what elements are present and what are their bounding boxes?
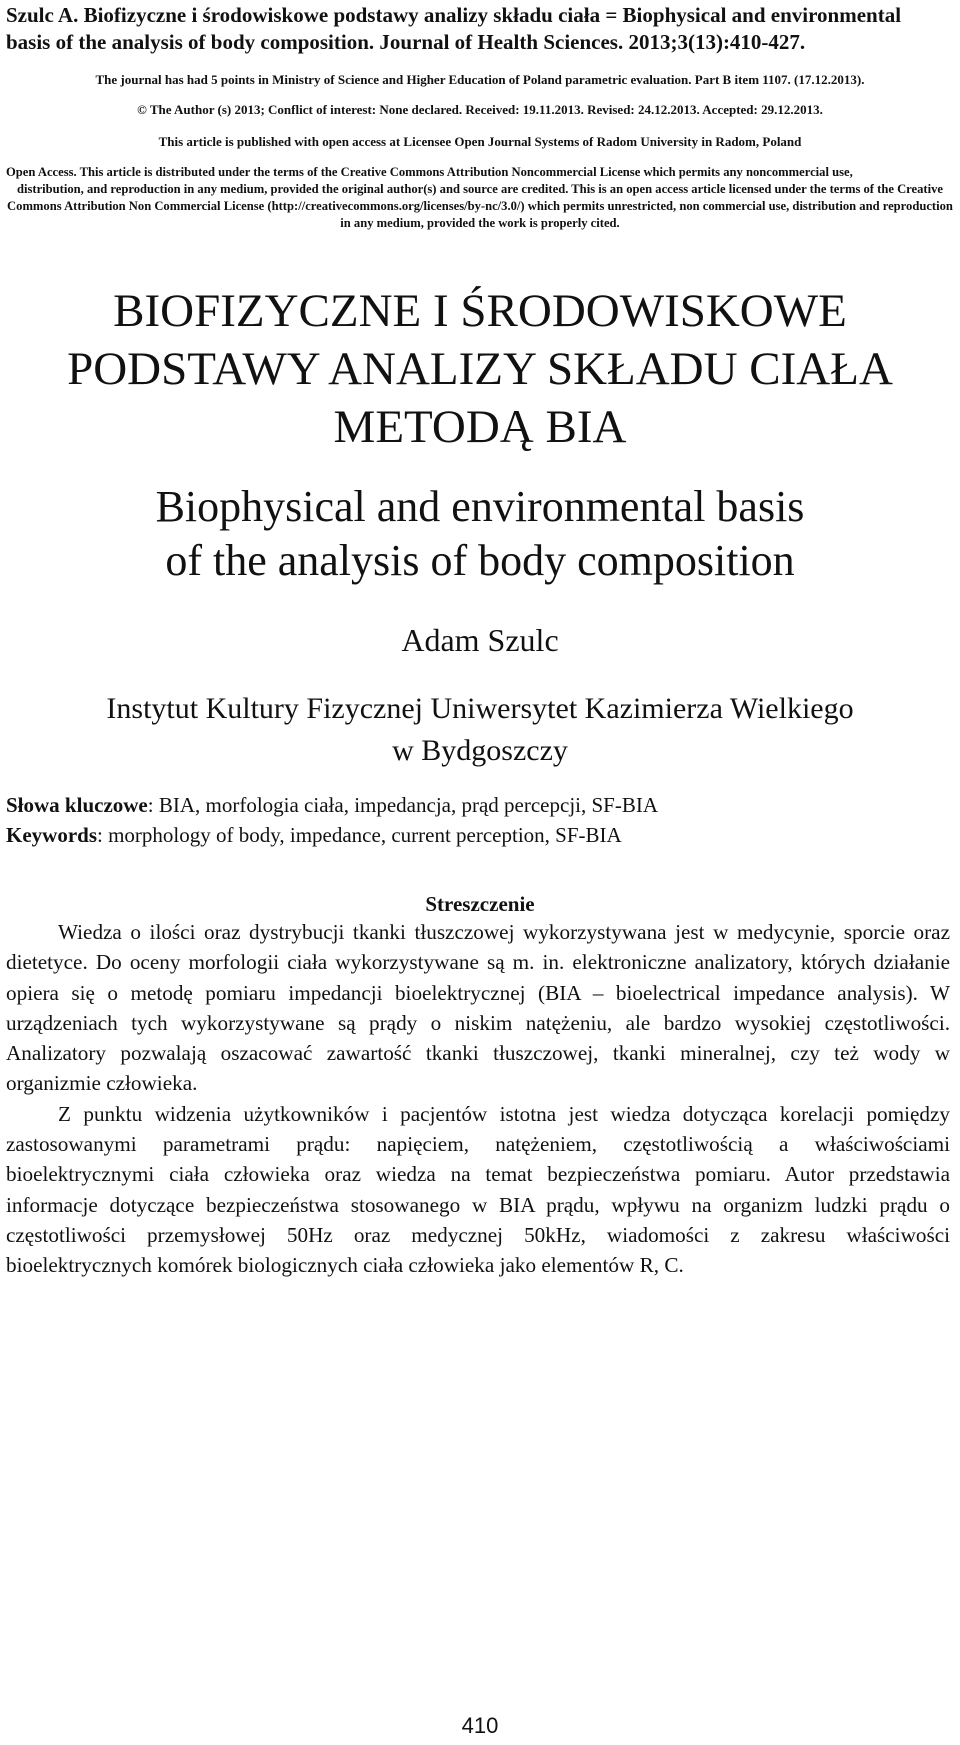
keywords-polish-label: Słowa kluczowe — [6, 793, 148, 817]
keywords-english — [6, 820, 946, 850]
affiliation-line-1: Instytut Kultury Fizycznej Uniwersytet Kazimierza Wielkiego — [106, 692, 854, 725]
abstract-paragraph-2: Z punktu widzenia użytkowników i pacjentów istotna jest wiedza dotycząca korelacji pomiędzy zastosowanymi parametrami prądu: napięciem, natężeniem, częstotliwością a właściwościami bioelektrycznymi ciała człowieka oraz wiedza na temat bezpieczeństwa pomiaru. Autor przedstawia informacje dotyczące bezpieczeństwa stosowanego w BIA prądu, wpływu na organizm ludzki prądu o częstotliwości przemysłowej 50Hz oraz medycznej 50kHz, wiadomości z zakresu właściwości bioelektrycznych komórek biologicznych ciała człowieka jako elementów R, C. — [6, 1101, 950, 1278]
affiliation-line-2: w Bydgoszczy — [392, 734, 568, 767]
open-access-notice — [6, 164, 954, 232]
abstract-heading: Streszczenie — [425, 892, 535, 916]
title-polish-line-1: BIOFIZYCZNE I ŚRODOWISKOWE — [113, 285, 847, 337]
keywords-polish-value: : BIA, morfologia ciała, impedancja, prąd percepcji, SF-BIA — [147, 793, 659, 817]
open-access-first-line: Open Access. This article is distributed under the terms of the Creative Commons Attribution Noncommercial License which permits any noncommercial use, — [6, 165, 853, 179]
title-polish-line-2: PODSTAWY ANALIZY SKŁADU CIAŁA — [67, 343, 893, 395]
title-polish — [0, 282, 960, 456]
published-note: This article is published with open access at Licensee Open Journal Systems of Radom University in Radom, Poland — [158, 134, 802, 149]
author-name: Adam Szulc — [401, 622, 559, 658]
title-english-line-2: of the analysis of body composition — [165, 536, 795, 585]
title-english-line-1: Biophysical and environmental basis — [155, 482, 805, 531]
citation-header: Szulc A. Biofizyczne i środowiskowe podstawy analizy składu ciała = Biophysical and environmental basis of the analysis of body composition. Journal of Health Sciences. 2013;3(13):410-427. — [6, 3, 902, 54]
abstract-paragraph-1: Wiedza o ilości oraz dystrybucji tkanki tłuszczowej wykorzystywana jest w medycynie, sporcie oraz dietetyce. Do oceny morfologii ciała wykorzystywane są m. in. elektroniczne analizatory, których działanie opiera się o metodę pomiaru impedancji bioelektrycznej (BIA – bioelectrical impedance analysis). W urządzeniach tych wykorzystywane są prądy o niskim natężeniu, ale bardzo wysokiej częstotliwości. Analizatory pozwalają oszacować zawartość tkanki tłuszczowej, tkanki mineralnej, czy też wody w organizmie człowieka. — [6, 920, 950, 1096]
page-number: 410 — [461, 1713, 499, 1738]
journal-points-note: The journal has had 5 points in Ministry of Science and Higher Education of Poland parametric evaluation. Part B item 1107. (17.12.2013). — [95, 72, 865, 87]
affiliation — [0, 688, 960, 772]
open-access-rest: distribution, and reproduction in any medium, provided the original author(s) and source are credited. This is an open access article licensed under the terms of the Creative Commons Attribution Non Commercial License (http://creativecommons.org/licenses/by-nc/3.0/) which permits unrestricted, non commercial use, distribution and reproduction in any medium, provided the work is properly cited. — [7, 182, 953, 230]
keywords-english-label: Keywords — [6, 823, 97, 847]
copyright-note: © The Author (s) 2013; Conflict of interest: None declared. Received: 19.11.2013. Revised: 24.12.2013. Accepted: 29.12.2013. — [137, 102, 823, 117]
abstract-body — [6, 917, 950, 1281]
title-english — [0, 480, 960, 588]
keywords-polish — [6, 790, 946, 820]
title-polish-line-3: METODĄ BIA — [333, 401, 627, 453]
keywords-english-value: : morphology of body, impedance, current perception, SF-BIA — [97, 823, 622, 847]
